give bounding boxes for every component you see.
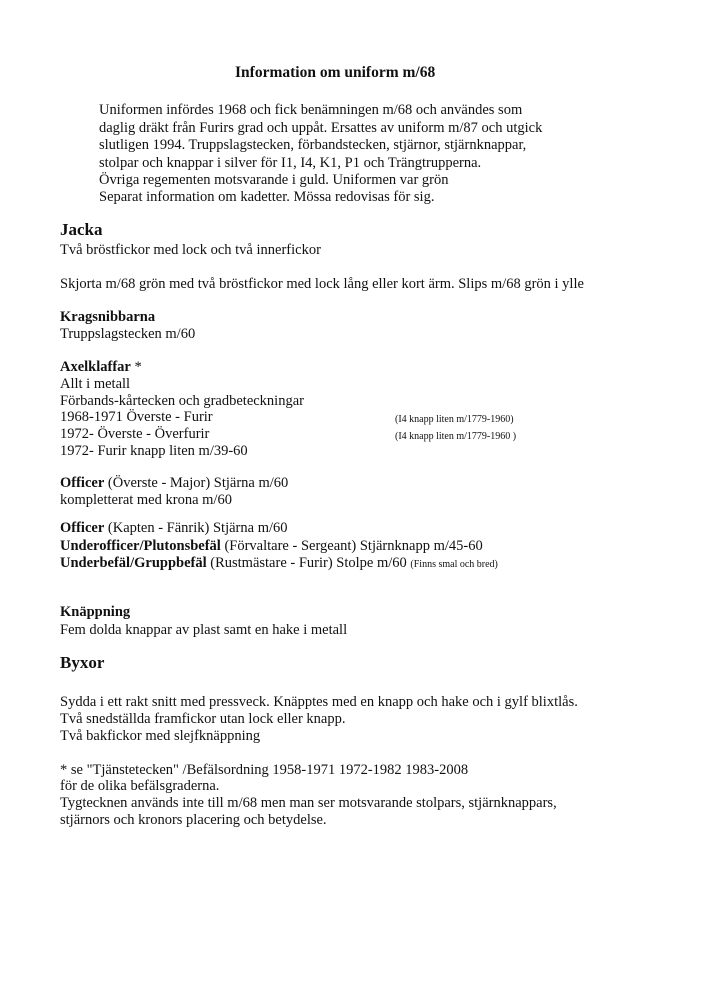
footnote-star: * bbox=[130, 359, 142, 375]
section-heading-kragsnibbarna: Kragsnibbarna bbox=[60, 309, 156, 325]
officer-rank-text: (Överste - Major) Stjärna m/60 bbox=[104, 475, 289, 491]
intro-line-3: slutligen 1994. Truppslagstecken, förbandstecken, stjärnor, stjärnknappar, bbox=[99, 137, 527, 153]
axelklaffar-line-1: Allt i metall bbox=[60, 376, 131, 392]
intro-line-5: Övriga regementen motsvarande i guld. Uniformen var grön bbox=[99, 172, 449, 188]
officer-junior-label: Officer bbox=[60, 520, 105, 536]
officer-rank-line-2: kompletterat med krona m/60 bbox=[60, 492, 232, 508]
byxor-line-3: Två bakfickor med slejfknäppning bbox=[60, 728, 261, 744]
underofficer-line bbox=[60, 537, 483, 555]
axelklaffar-line-2: Förbands-kårtecken och gradbeteckningar bbox=[60, 393, 304, 409]
underbefal-note: (Finns smal och bred) bbox=[410, 559, 498, 570]
section-heading-byxor: Byxor bbox=[60, 653, 105, 672]
officer-junior-text: (Kapten - Fänrik) Stjärna m/60 bbox=[104, 520, 288, 536]
axelklaffar-heading: Axelklaffar bbox=[60, 359, 131, 375]
axelklaffar-note-2: (I4 knapp liten m/1779-1960 ) bbox=[395, 431, 517, 442]
jacka-line-1: Två bröstfickor med lock och två innerfickor bbox=[60, 242, 321, 258]
intro-line-1: Uniformen infördes 1968 och fick benämningen m/68 och användes som bbox=[99, 102, 523, 118]
knappning-line: Fem dolda knappar av plast samt en hake i metall bbox=[60, 622, 348, 638]
intro-line-4: stolpar och knappar i silver för I1, I4, K1, P1 och Trängtrupperna. bbox=[99, 155, 482, 171]
footnote-line-2: för de olika befälsgraderna. bbox=[60, 778, 220, 794]
section-heading-jacka: Jacka bbox=[60, 220, 103, 239]
section-heading-axelklaffar bbox=[60, 358, 142, 376]
kragsnibbarna-line: Truppslagstecken m/60 bbox=[60, 326, 196, 342]
axelklaffar-note-1: (I4 knapp liten m/1779-1960) bbox=[395, 414, 514, 425]
intro-line-6: Separat information om kadetter. Mössa redovisas för sig. bbox=[99, 189, 435, 205]
underbefal-line bbox=[60, 554, 498, 574]
jacka-line-2: Skjorta m/68 grön med två bröstfickor med lock lång eller kort ärm. Slips m/68 grön i ylle bbox=[60, 276, 584, 292]
axelklaffar-line-4: 1972- Överste - Överfurir bbox=[60, 426, 210, 442]
section-heading-knappning: Knäppning bbox=[60, 604, 131, 620]
underbefal-label: Underbefäl/Gruppbefäl bbox=[60, 555, 207, 571]
officer-label: Officer bbox=[60, 475, 105, 491]
underofficer-label: Underofficer/Plutonsbefäl bbox=[60, 538, 221, 554]
axelklaffar-line-5: 1972- Furir knapp liten m/39-60 bbox=[60, 443, 248, 459]
axelklaffar-line-3: 1968-1971 Överste - Furir bbox=[60, 409, 213, 425]
intro-line-2: daglig dräkt från Furirs grad och uppåt. Ersattes av uniform m/87 och utgick bbox=[99, 120, 543, 136]
byxor-line-2: Två snedställda framfickor utan lock eller knapp. bbox=[60, 711, 346, 727]
officer-junior-line bbox=[60, 519, 288, 537]
footnote-line-4: stjärnors och kronors placering och betydelse. bbox=[60, 812, 327, 828]
underbefal-text: (Rustmästare - Furir) Stolpe m/60 bbox=[206, 555, 411, 571]
footnote-line-3: Tygtecknen används inte till m/68 men man ser motsvarande stolpars, stjärnknappars, bbox=[60, 795, 557, 811]
officer-rank-line-1 bbox=[60, 474, 288, 492]
footnote-line-1: * se "Tjänstetecken" /Befälsordning 1958-1971 1972-1982 1983-2008 bbox=[60, 762, 469, 778]
page-title: Information om uniform m/68 bbox=[235, 64, 436, 81]
underofficer-text: (Förvaltare - Sergeant) Stjärnknapp m/45-60 bbox=[220, 538, 483, 554]
byxor-line-1: Sydda i ett rakt snitt med pressveck. Knäpptes med en knapp och hake och i gylf blixtlås. bbox=[60, 694, 578, 710]
